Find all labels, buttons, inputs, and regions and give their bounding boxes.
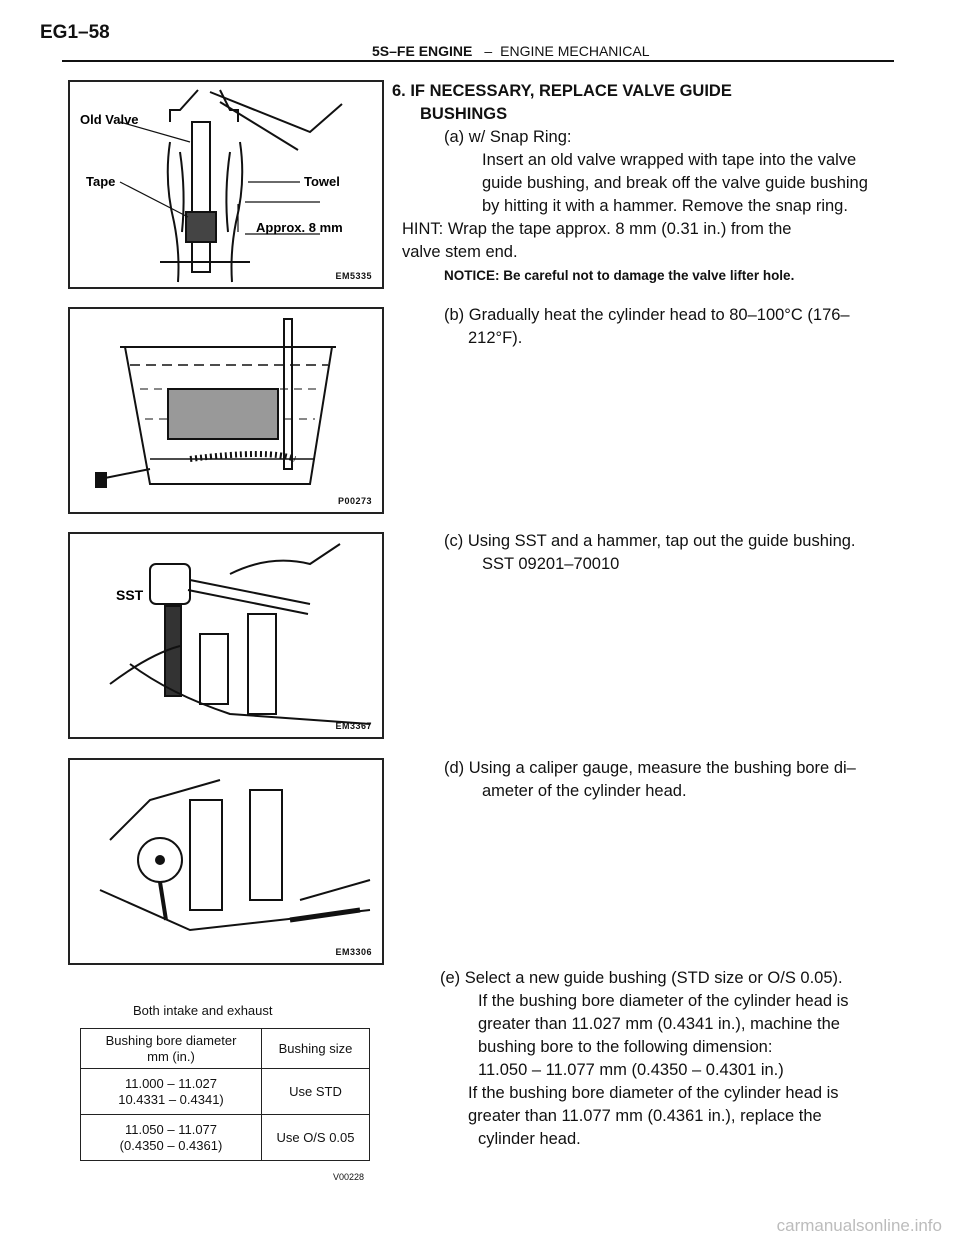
caliper-gauge-illustration (70, 760, 382, 963)
step-6-title-line1: 6. IF NECESSARY, REPLACE VALVE GUIDE (392, 82, 732, 100)
heating-tank-illustration (70, 309, 382, 512)
bushing-spec-table (80, 1028, 370, 1161)
label-approx: Approx. 8 mm (256, 220, 343, 235)
step-e-line7: greater than 11.077 mm (0.4361 in.), replace the (468, 1107, 822, 1125)
header-bore-diameter-line2: mm (in.) (147, 1048, 195, 1064)
step-a-line2: guide bushing, and break off the valve guide bushing (482, 174, 868, 192)
step-e-line8: cylinder head. (478, 1130, 581, 1148)
running-header (372, 43, 650, 59)
figure-caliper-gauge (68, 758, 384, 965)
figure-heating-tank (68, 307, 384, 514)
table-code: V00228 (333, 1172, 365, 1182)
step-e-line4: bushing bore to the following dimension: (478, 1038, 773, 1056)
step-b-line2: 212°F). (468, 329, 523, 347)
header-separator: – (484, 43, 493, 59)
table-header-row (81, 1029, 370, 1069)
table-row (81, 1069, 370, 1115)
label-towel: Towel (304, 174, 340, 189)
watermark: carmanualsonline.info (776, 1216, 942, 1235)
step-c-line2: SST 09201–70010 (482, 555, 620, 573)
step-d-line1: (d) Using a caliper gauge, measure the bushing bore di– (444, 759, 856, 777)
sst-hammer-illustration (70, 534, 382, 737)
label-tape: Tape (86, 174, 116, 189)
step-a-title: (a) w/ Snap Ring: (444, 128, 572, 146)
step-a-line1: Insert an old valve wrapped with tape into the valve (482, 151, 857, 169)
figure-old-valve (68, 80, 384, 289)
cell-bore-diameter-line2: 10.4331 – 0.4341) (118, 1091, 224, 1107)
figure-code: EM3306 (335, 947, 372, 957)
step-e-line6: If the bushing bore diameter of the cylinder head is (468, 1084, 839, 1102)
step-c-line1: (c) Using SST and a hammer, tap out the guide bushing. (444, 532, 856, 550)
header-section: ENGINE MECHANICAL (500, 43, 650, 59)
hint-line1: HINT: Wrap the tape approx. 8 mm (0.31 in.) from the (402, 220, 792, 238)
figure-code: EM3367 (335, 721, 372, 731)
step-e-line1: (e) Select a new guide bushing (STD size or O/S 0.05). (440, 969, 843, 987)
figure-code: P00273 (337, 496, 372, 506)
figure-code: EM5335 (335, 271, 372, 281)
label-old-valve: Old Valve (80, 112, 139, 127)
step-a-line3: by hitting it with a hammer. Remove the snap ring. (482, 197, 848, 215)
step-b-line1: (b) Gradually heat the cylinder head to 80–100°C (176– (444, 306, 850, 324)
step-e-line2: If the bushing bore diameter of the cylinder head is (478, 992, 849, 1010)
step-6-title-line2: BUSHINGS (420, 105, 508, 123)
table-row (81, 1115, 370, 1161)
header-bore-diameter-line1: Bushing bore diameter (105, 1032, 237, 1048)
cell-bore-diameter-line1: 11.050 – 11.077 (124, 1121, 218, 1137)
cell-bore-diameter (81, 1115, 262, 1161)
step-e-line3: greater than 11.027 mm (0.4341 in.), machine the (478, 1015, 840, 1033)
hint-line2: valve stem end. (402, 243, 518, 261)
header-engine: 5S–FE ENGINE (372, 43, 473, 59)
step-d-line2: ameter of the cylinder head. (482, 782, 687, 800)
header-rule (62, 60, 894, 62)
header-bore-diameter (81, 1029, 262, 1069)
header-bushing-size: Bushing size (262, 1029, 370, 1069)
step-e-line5: 11.050 – 11.077 mm (0.4350 – 0.4301 in.) (478, 1061, 784, 1079)
cell-bore-diameter-line1: 11.000 – 11.027 (124, 1075, 218, 1091)
label-sst: SST (116, 587, 144, 603)
cell-bore-diameter (81, 1069, 262, 1115)
cell-bushing-size: Use STD (262, 1069, 370, 1115)
figure-sst-hammer (68, 532, 384, 739)
spec-table-caption: Both intake and exhaust (133, 1003, 273, 1018)
old-valve-illustration (70, 82, 382, 287)
cell-bushing-size: Use O/S 0.05 (262, 1115, 370, 1161)
cell-bore-diameter-line2: (0.4350 – 0.4361) (119, 1137, 223, 1153)
notice: NOTICE: Be careful not to damage the valve lifter hole. (444, 268, 795, 283)
page-number: EG1–58 (40, 22, 110, 43)
